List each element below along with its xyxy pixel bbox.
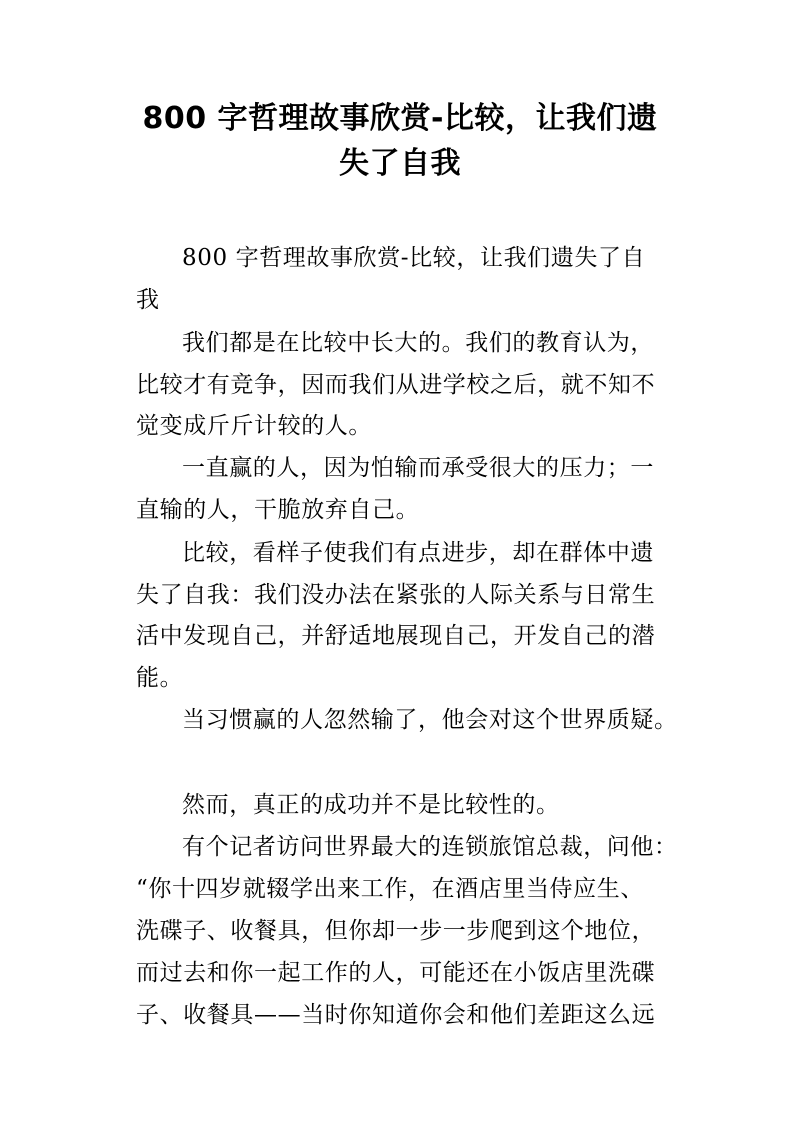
paragraph-2-line-2: 比较才有竞争，因而我们从进学校之后，就不知不 [136, 372, 656, 398]
paragraph-3-line-2: 直输的人，干脆放弃自己。 [136, 497, 420, 523]
paragraph-2-line-3: 觉变成斤斤计较的人。 [136, 413, 372, 439]
paragraph-4-line-1: 比较，看样子使我们有点进步，却在群体中遗 [182, 540, 654, 566]
paragraph-4-line-2: 失了自我：我们没办法在紧张的人际关系与日常生 [136, 582, 656, 608]
document-title-line-2: 失了自我 [339, 146, 461, 181]
paragraph-3-line-1: 一直赢的人，因为怕输而承受很大的压力；一 [182, 455, 654, 481]
paragraph-4-line-4: 能。 [136, 665, 184, 691]
paragraph-5-line-1: 当习惯赢的人忽然输了，他会对这个世界质疑。 [182, 707, 678, 733]
paragraph-7-line-3: 洗碟子、收餐具，但你却一步一步爬到这个地位， [136, 918, 656, 944]
paragraph-1-line-1: 800 字哲理故事欣赏-比较，让我们遗失了自 [182, 245, 646, 271]
paragraph-7-line-4: 而过去和你一起工作的人，可能还在小饭店里洗碟 [136, 960, 656, 986]
paragraph-1-line-2: 我 [136, 287, 160, 313]
document-title-line-1: 800 字哲理故事欣赏-比较，让我们遗 [142, 101, 658, 136]
paragraph-7-line-5: 子、收餐具——当时你知道你会和他们差距这么远 [136, 1002, 656, 1028]
paragraph-7-line-1: 有个记者访问世界最大的连锁旅馆总裁，问他： [182, 834, 678, 860]
paragraph-6-line-1: 然而，真正的成功并不是比较性的。 [182, 792, 560, 818]
paragraph-2-line-1: 我们都是在比较中长大的。我们的教育认为， [182, 330, 654, 356]
paragraph-7-line-2: “你十四岁就辍学出来工作，在酒店里当侍应生、 [136, 876, 644, 902]
paragraph-4-line-3: 活中发现自己，并舒适地展现自己，开发自己的潜 [136, 623, 656, 649]
